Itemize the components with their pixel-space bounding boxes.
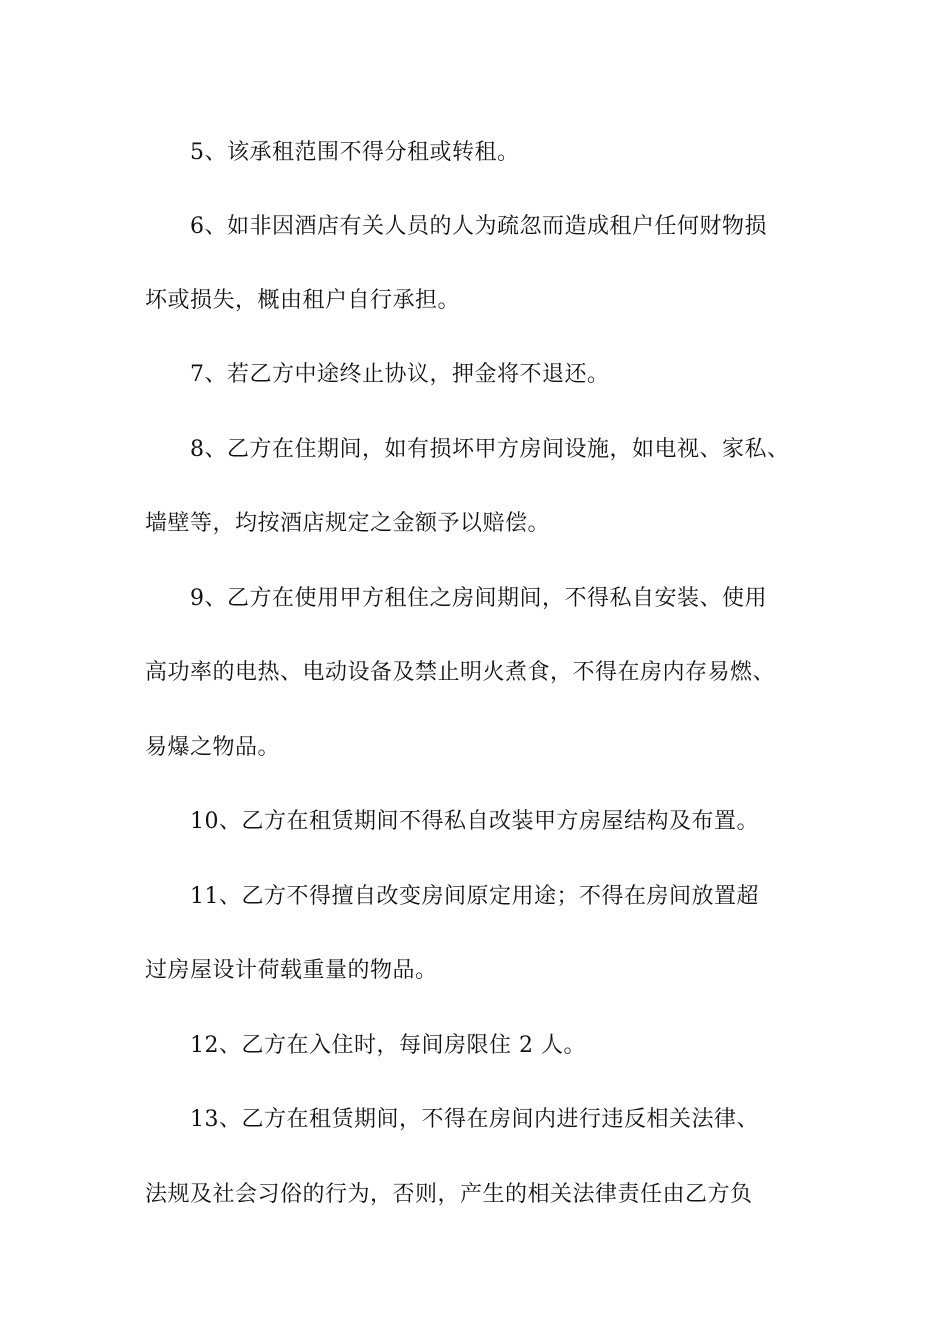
clause-5: 5、该承租范围不得分租或转租。 <box>190 140 520 165</box>
clause-9-line-1: 9、乙方在使用甲方租住之房间期间，不得私自安装、使用 <box>190 586 767 611</box>
clause-7: 7、若乙方中途终止协议，押金将不退还。 <box>190 362 610 387</box>
clause-6-line-1: 6、如非因酒店有关人员的人为疏忽而造成租户任何财物损 <box>190 214 767 239</box>
clause-12: 12、乙方在入住时，每间房限住 2 人。 <box>190 1033 586 1058</box>
clause-8-line-2: 墙壁等，均按酒店规定之金额予以赔偿。 <box>145 511 551 536</box>
clause-6-line-2: 坏或损失，概由租户自行承担。 <box>145 288 461 313</box>
clause-9-line-2: 高功率的电热、电动设备及禁止明火煮食，不得在房内存易燃、 <box>145 660 776 685</box>
clause-8-line-1: 8、乙方在住期间，如有损坏甲方房间设施，如电视、家私、 <box>190 437 790 462</box>
clause-13-line-2: 法规及社会习俗的行为，否则，产生的相关法律责任由乙方负 <box>145 1182 753 1207</box>
clause-10: 10、乙方在租赁期间不得私自改装甲方房屋结构及布置。 <box>190 809 759 834</box>
clause-9-line-3: 易爆之物品。 <box>145 735 281 760</box>
clause-11-line-2: 过房屋设计荷载重量的物品。 <box>145 958 438 983</box>
clause-11-line-1: 11、乙方不得擅自改变房间原定用途；不得在房间放置超 <box>190 884 759 909</box>
clause-13-line-1: 13、乙方在租赁期间，不得在房间内进行违反相关法律、 <box>190 1107 759 1132</box>
